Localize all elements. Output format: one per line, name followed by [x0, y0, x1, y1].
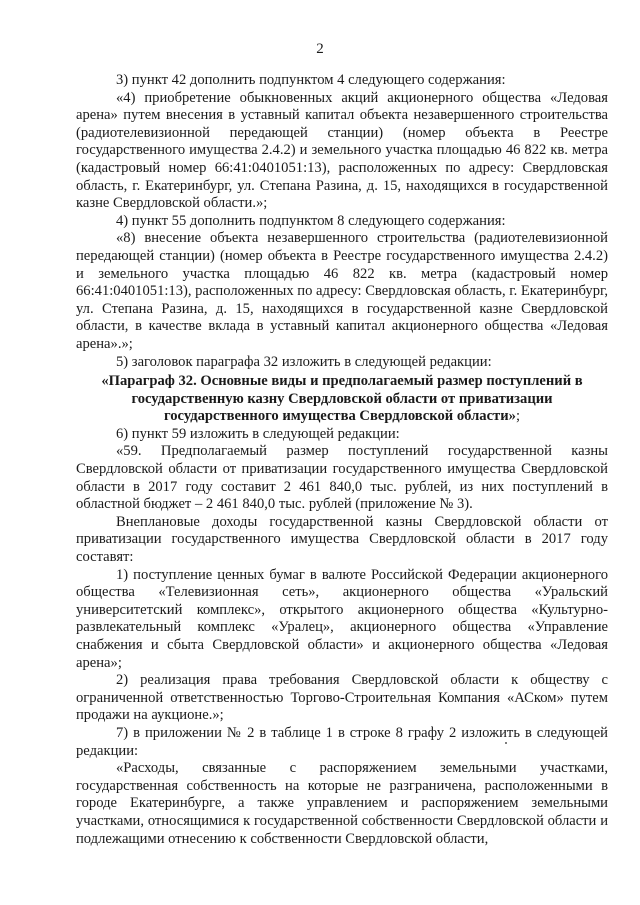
- paragraph-point-59: «59. Предполагаемый размер поступлений государственной казны Свердловской области от приватизации государственного имущества Свердловской области в 2017 году составит 2 461 840,0 тыс. рублей, из них поступлений в областной бюджет – 2 461 840,0 тыс. рублей (приложение № 3).: [76, 443, 608, 513]
- paragraph-subitem-4-text: «4) приобретение обыкновенных акций акционерного общества «Ледовая арена» путем внесения в уставный капитал объекта незавершенного строительства (радиотелевизионной передающей станции) (номер объекта в Реестре государственного имущества 2.4.2) и земельного участка площадью 46 822 кв. метра (кадастровый номер 66:41:0401051:13), расположенных по адресу: Свердловская область, г. Екатеринбург, ул. Степана Разина, д. 15, находящихся в государственной казне Свердловской области.»;: [76, 89, 608, 212]
- document-body: [76, 72, 608, 848]
- paragraph-item-6: 6) пункт 59 изложить в следующей редакции:: [116, 425, 400, 442]
- paragraph-subitem-8-text: «8) внесение объекта незавершенного строительства (радиотелевизионной передающей станции) (номер объекта в Реестре государственного имущества 2.4.2) и земельного участка площадью 46 822 кв. метра (кадастровый номер 66:41:0401051:13), расположенных по адресу: Свердловская область, г. Екатеринбург, ул. Степана Разина, д. 15, находящихся в государственной казне Свердловской области, в качестве вклада в уставный капитал акционерного общества «Ледовая арена».»;: [76, 230, 608, 352]
- page-number: 2: [316, 41, 324, 57]
- scan-dot: [505, 742, 507, 744]
- section-heading: [76, 373, 608, 426]
- paragraph-list-item-1: 1) поступление ценных бумаг в валюте Российской Федерации акционерного общества «Телевизионная сеть», акционерного общества «Уральский университетский комплекс», открытого акционерного общества «Культурно-развлекательный комплекс «Уралец», акционерного общества «Управление снабжения и сбыта Свердловской области» и акционерного общества «Ледовая арена»;: [76, 566, 608, 671]
- paragraph-unplanned-income: Внеплановые доходы государственной казны Свердловской области от приватизации государственного имущества Свердловской области в 2017 году составят:: [76, 513, 608, 566]
- paragraph-item-5: 5) заголовок параграфа 32 изложить в следующей редакции:: [116, 353, 492, 370]
- paragraph-item-7: 7) в приложении № 2 в таблице 1 в строке 8 графу 2 изложить в следующей редакции:: [76, 724, 608, 759]
- section-heading-text: «Параграф 32. Основные виды и предполагаемый размер поступлений в государственную казну Свердловской области от приватизации государственного имущества Свердловской области»: [101, 373, 583, 425]
- section-heading-tail: ;: [515, 408, 520, 425]
- paragraph-expenses: «Расходы, связанные с распоряжением земельными участками, государственная собственность на которые не разграничена, расположенными в городе Екатеринбурге, а также управлением и распоряжением земельными участками, относящимися к государственной собственности Свердловской области и подлежащими отнесению к собственности Свердловской области,: [76, 760, 608, 847]
- paragraph-item-4: 4) пункт 55 дополнить подпунктом 8 следующего содержания:: [116, 212, 506, 229]
- paragraph-list-item-2: 2) реализация права требования Свердловской области к обществу с ограниченной ответственностью Торгово-Строительная Компания «АСком» путем продажи на аукционе.»;: [76, 672, 608, 724]
- paragraph-item-3: 3) пункт 42 дополнить подпунктом 4 следующего содержания:: [116, 72, 506, 88]
